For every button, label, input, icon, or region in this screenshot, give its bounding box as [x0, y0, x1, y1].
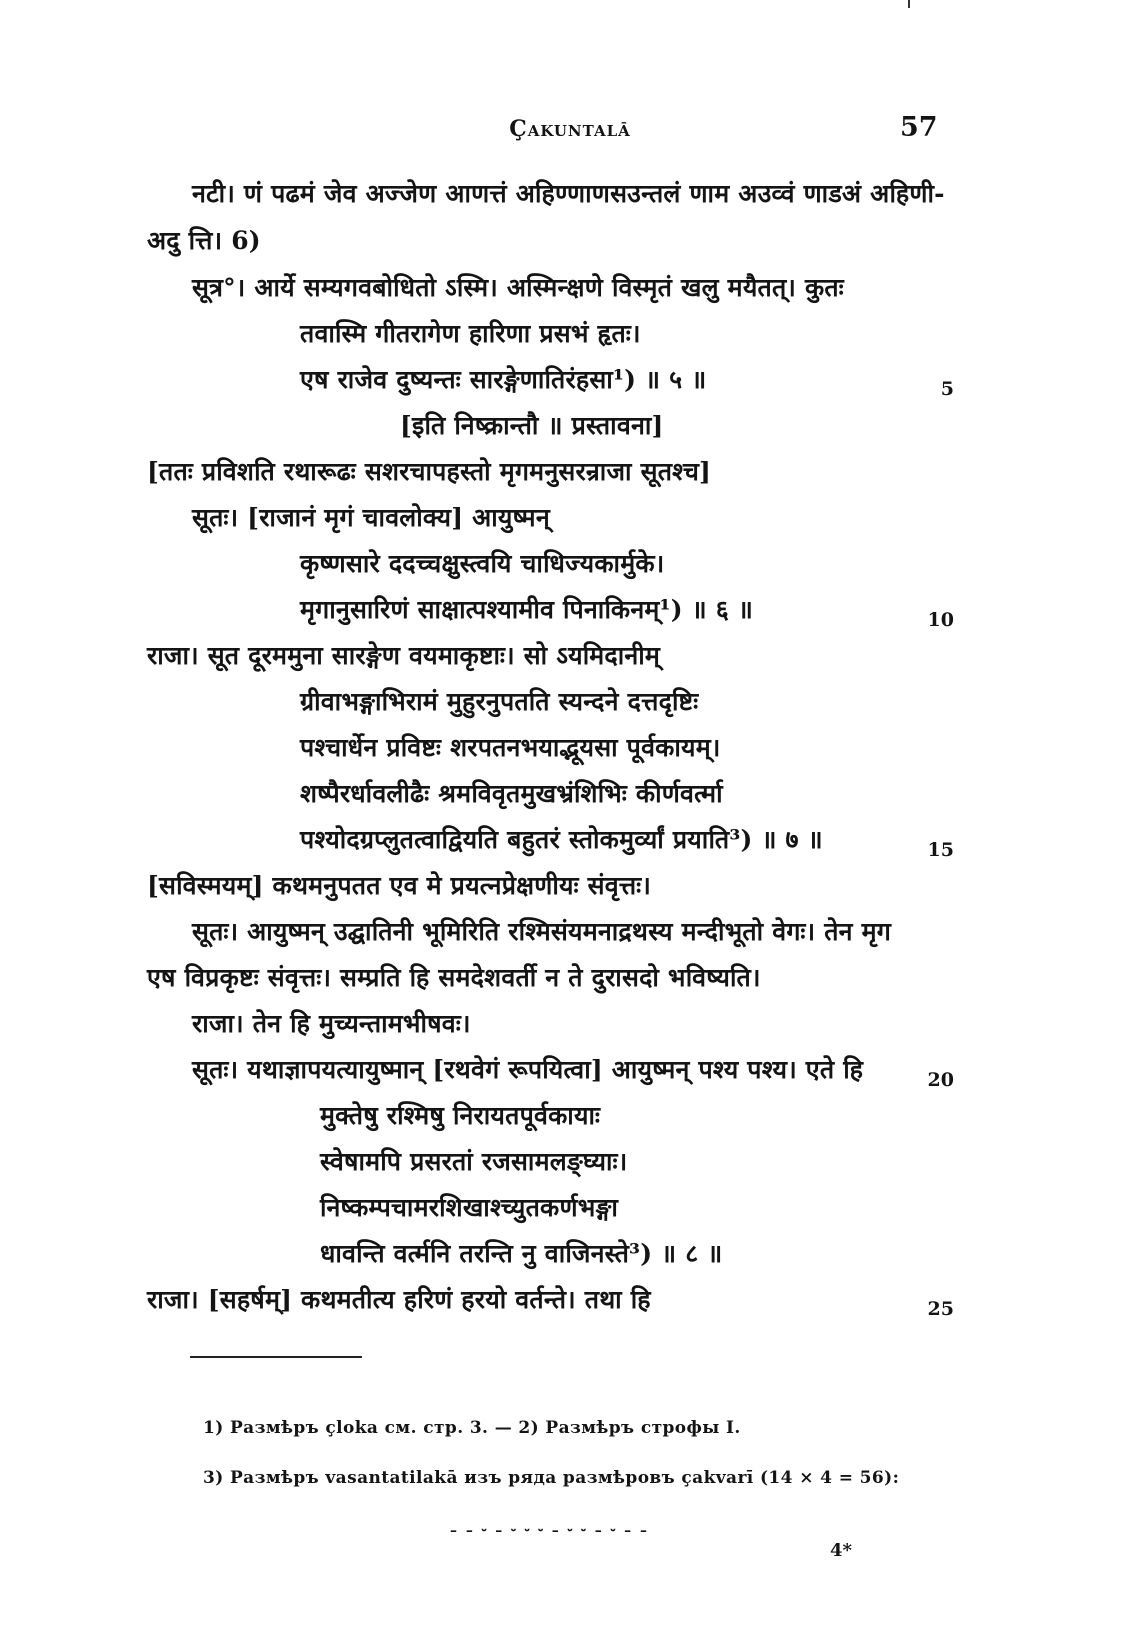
verse-line: ग्रीवाभङ्गाभिरामं मुहुरनुपतति स्यन्दने दत्तदृष्टिः	[300, 687, 699, 716]
line-number: 10	[927, 609, 954, 631]
top-edge-mark	[908, 0, 910, 8]
text-line: राजा। [सहर्षम्] कथमतीत्य हरिणं हरयो वर्तन्ते। तथा हि	[147, 1285, 651, 1314]
meter-scheme: – – ⏑ – ⏑ ⏑ ⏑ – ⏑ ⏑ – ⏑ – –	[450, 1523, 649, 1539]
verse-line: कृष्णसारे ददच्चक्षुस्त्वयि चाधिज्यकार्मुके।	[300, 549, 665, 578]
verse-line: तवास्मि गीतरागेण हारिणा प्रसभं हृतः।	[300, 319, 641, 348]
verse-line: शष्पैरर्धावलीढैः श्रमविवृतमुखभ्रंशिभिः कीर्णवर्त्मा	[300, 779, 723, 808]
stage-direction: [ततः प्रविशति रथारूढः सशरचापहस्तो मृगमनुसरन्राजा सूतश्च]	[147, 457, 712, 486]
footnote: 1) Размѣръ çloka см. стр. 3. — 2) Размѣръ строфы I.	[203, 1418, 741, 1438]
line-number: 15	[927, 839, 954, 861]
verse-line: निष्कम्पचामरशिखाश्च्युतकर्णभङ्गा	[320, 1193, 619, 1222]
verse-line: धावन्ति वर्त्मनि तरन्ति नु वाजिनस्ते³) ॥ ८ ॥	[320, 1239, 723, 1268]
text-line: अदु त्ति। 6)	[147, 226, 261, 255]
line-number: 5	[940, 378, 954, 400]
text-line: सूत्र°। आर्ये सम्यगवबोधितो ऽस्मि। अस्मिन्क्षणे विस्मृतं खलु मयैतत्। कुतः	[192, 273, 844, 302]
text-line: सूतः। आयुष्मन् उद्घातिनी भूमिरिति रश्मिसंयमनाद्रथस्य मन्दीभूतो वेगः। तेन मृग	[192, 917, 892, 946]
text-line: राजा। सूत दूरममुना सारङ्गेण वयमाकृष्टाः। सो ऽयमिदानीम्	[147, 641, 661, 670]
page-number: 57	[900, 112, 938, 143]
verse-line: मृगानुसारिणं साक्षात्पश्यामीव पिनाकिनम्¹) ॥ ६ ॥	[300, 595, 753, 624]
text-line: सूतः। यथाज्ञापयत्यायुष्मान् [रथवेगं रूपयित्वा] आयुष्मन् पश्य पश्य। एते हि	[192, 1055, 864, 1084]
text-line: [सविस्मयम्] कथमनुपतत एव मे प्रयत्नप्रेक्षणीयः संवृत्तः।	[147, 871, 652, 900]
verse-line: पश्योदग्रप्लुतत्वाद्वियति बहुतरं स्तोकमुर्व्यां प्रयाति³) ॥ ७ ॥	[300, 825, 823, 854]
text-line: सूतः। [राजानं मृगं चावलोक्य] आयुष्मन्	[192, 503, 550, 532]
text-line: राजा। तेन हि मुच्यन्तामभीषवः।	[192, 1009, 471, 1038]
text-line: एष विप्रकृष्टः संवृत्तः। सम्प्रति हि समदेशवर्ती न ते दुरासदो भविष्यति।	[147, 963, 761, 992]
footnote-rule	[190, 1356, 362, 1358]
verse-line: स्वेषामपि प्रसरतां रजसामलङ्घ्याः।	[320, 1147, 628, 1176]
verse-line: पश्चार्धेन प्रविष्टः शरपतनभयाद्भूयसा पूर्वकायम्।	[300, 733, 721, 762]
stage-direction: [इति निष्क्रान्तौ ॥ प्रस्तावना]	[400, 411, 664, 440]
line-number: 20	[927, 1069, 954, 1091]
text-line: नटी। णं पढमं जेव अज्जेण आणत्तं अहिण्णाणसउन्तलं णाम अउव्वं णाडअं अहिणी-	[192, 179, 945, 208]
running-title: Çakuntalā	[509, 116, 631, 142]
verse-line: मुक्तेषु रश्मिषु निरायतपूर्वकायाः	[320, 1101, 601, 1130]
line-number: 25	[927, 1298, 954, 1320]
footnote: 3) Размѣръ vasantatilakā изъ ряда размѣровъ çakvarī (14 × 4 = 56):	[203, 1468, 900, 1488]
signature-mark: 4*	[830, 1540, 852, 1561]
verse-line: एष राजेव दुष्यन्तः सारङ्गेणातिरंहसा¹) ॥ ५ ॥	[300, 365, 707, 394]
